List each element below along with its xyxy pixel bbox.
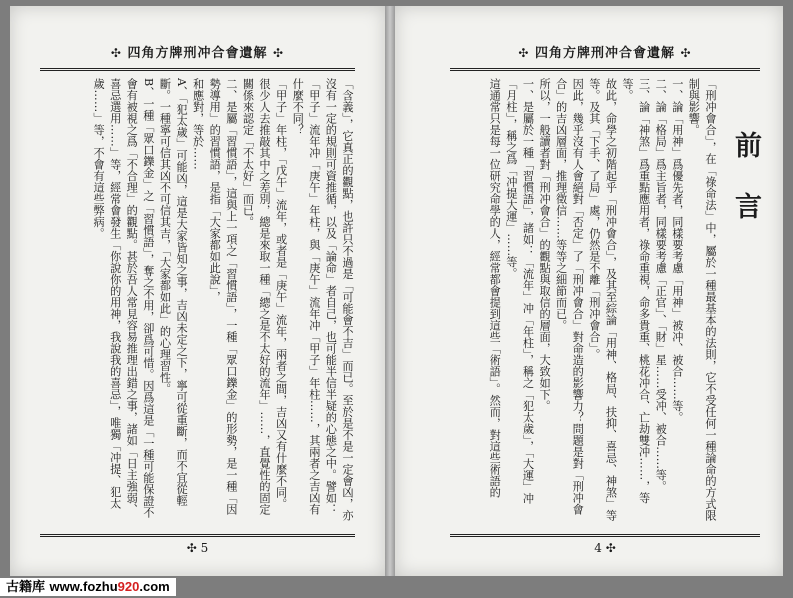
paragraph: 三、論「神煞」爲重點應用者，祿命重視，命多貴重、桃花冲合、亡劫雙冲……，等等。: [621, 78, 651, 504]
section-title: 前言: [730, 131, 761, 253]
running-head-left: [40, 44, 355, 62]
ornament-icon: ✣: [605, 541, 616, 555]
watermark-url-number: 920: [117, 579, 140, 594]
paragraph: 「甲子」年柱，「戊午」流年，或者是「庚午」流年，兩者之間，吉凶又有什麼不同。: [274, 78, 288, 510]
body-text-left: [40, 78, 355, 526]
footer-rule: [40, 534, 355, 537]
watermark-site-name: 古籍库: [6, 580, 46, 595]
watermark-url: [50, 579, 170, 594]
left-page: [10, 6, 385, 576]
paragraph: A、「犯太歲」可能凶，這是大家皆知之事，吉凶未定之下，寧可從重斷，而不宜從輕斷。一種寧可信其凶不可信其吉，「大家都如此」的心理習性。: [158, 78, 189, 507]
paragraph: 故此，命學之初階起乎「刑冲會合」，及其至綜論「用神、格局、扶抑、喜忌、神煞」等等。及其「下手、了局」處，仍然是不離「刑冲會合」。: [587, 78, 618, 521]
running-head-right: [450, 44, 760, 62]
watermark-url-suffix: .com: [139, 579, 170, 594]
paragraph: 因此，幾乎沒有人會絕對「否定」了「刑冲會合」對命造的影響力？問題是對「刑冲會合」的吉凶層面，推理徵信……等等之細節而已。: [554, 78, 585, 515]
paragraph: 很少人去推敲其中之差別，總是來取一種「總之是不太好的流年」……，直覺性的固定關係來認定「不太好」而已。: [241, 78, 272, 515]
right-page: [395, 6, 783, 576]
ornament-icon: ✣: [273, 46, 285, 60]
book-spine: [385, 6, 395, 576]
ornament-icon: ✣: [186, 541, 197, 555]
paragraph: 一、論「用神」爲優先者，同樣要考慮「用神」被冲、被合……等。: [670, 78, 684, 423]
running-head-text: 四角方牌刑冲合會遺解: [534, 46, 675, 61]
paragraph: 「含義」，它真正的觀點，也許只不過是「可能會不吉」而已。至於是不是一定會凶，亦沒有一定的規則可資推循，以及「論命」者自己，也可能半信半疑的心態之中。譬如：: [324, 78, 354, 521]
paragraph: 二、論「格局」爲主旨者，同樣要考慮「正官」、「財」星……受冲、被合……等。: [654, 78, 668, 493]
page-number-left: [40, 540, 355, 556]
site-watermark: [0, 578, 176, 596]
page-number-text: 4: [594, 541, 602, 555]
paragraph: 「刑冲會合」，在「祿命法」中，屬於一種最基本的法則，它不受任何一種論命的方式限制與影響。: [687, 78, 717, 521]
paragraph: 和應對，等於……: [191, 78, 205, 170]
footer-rule: [450, 534, 760, 537]
paragraph: 這通常只是每一位研究命學的人，經常都會提到這些「術語」。然而，對這些術語的: [488, 78, 502, 498]
watermark-url-prefix: www.fozhu: [49, 579, 118, 594]
paragraph: 二、是屬「習慣語」，這與上一項之「習慣語」，一種「眾口鑠金」的形勢，是一種「因勢導用」的習慣語，是指「大家都如此說」，: [208, 78, 238, 516]
ornament-icon: ✣: [110, 46, 122, 60]
paragraph: 一、是屬於一種「習慣語」，諸如：「流年」冲「年柱」，稱之「犯太歲」，「大運」冲「月柱」，稱之爲「冲提大運」……等。: [504, 78, 535, 505]
page-number-text: 5: [200, 541, 209, 555]
body-text-right: [450, 78, 718, 526]
page-number-right: [450, 540, 760, 556]
paragraph: 所以，一般讀者對「刑冲會合」的觀點與取信的層面，大致如下。: [538, 78, 552, 412]
paragraph: B、一種「眾口鑠金」之「習慣語」，奪之不用，卻爲可惜。因爲這是「一種可能保證不會有被視之爲「不合理」的觀點。甚於吾人常見容易推理出錯之事，諸如「日主強弱、喜忌選用……」等，經常會發生「你說你的用神，我說我的喜忌」，唯獨「冲提、犯太歲……」等，不會有這些弊病。: [92, 78, 155, 518]
ornament-icon: ✣: [518, 46, 530, 60]
header-rule: [40, 68, 355, 71]
running-head-text: 四角方牌刑冲合會遺解: [127, 46, 268, 61]
paragraph: 「甲子」流年冲「庚午」年柱，與「庚午」流年冲「甲子」年柱……，其兩者之吉凶有什麼不同？: [291, 78, 321, 515]
ornament-icon: ✣: [680, 46, 692, 60]
header-rule: [450, 68, 760, 71]
